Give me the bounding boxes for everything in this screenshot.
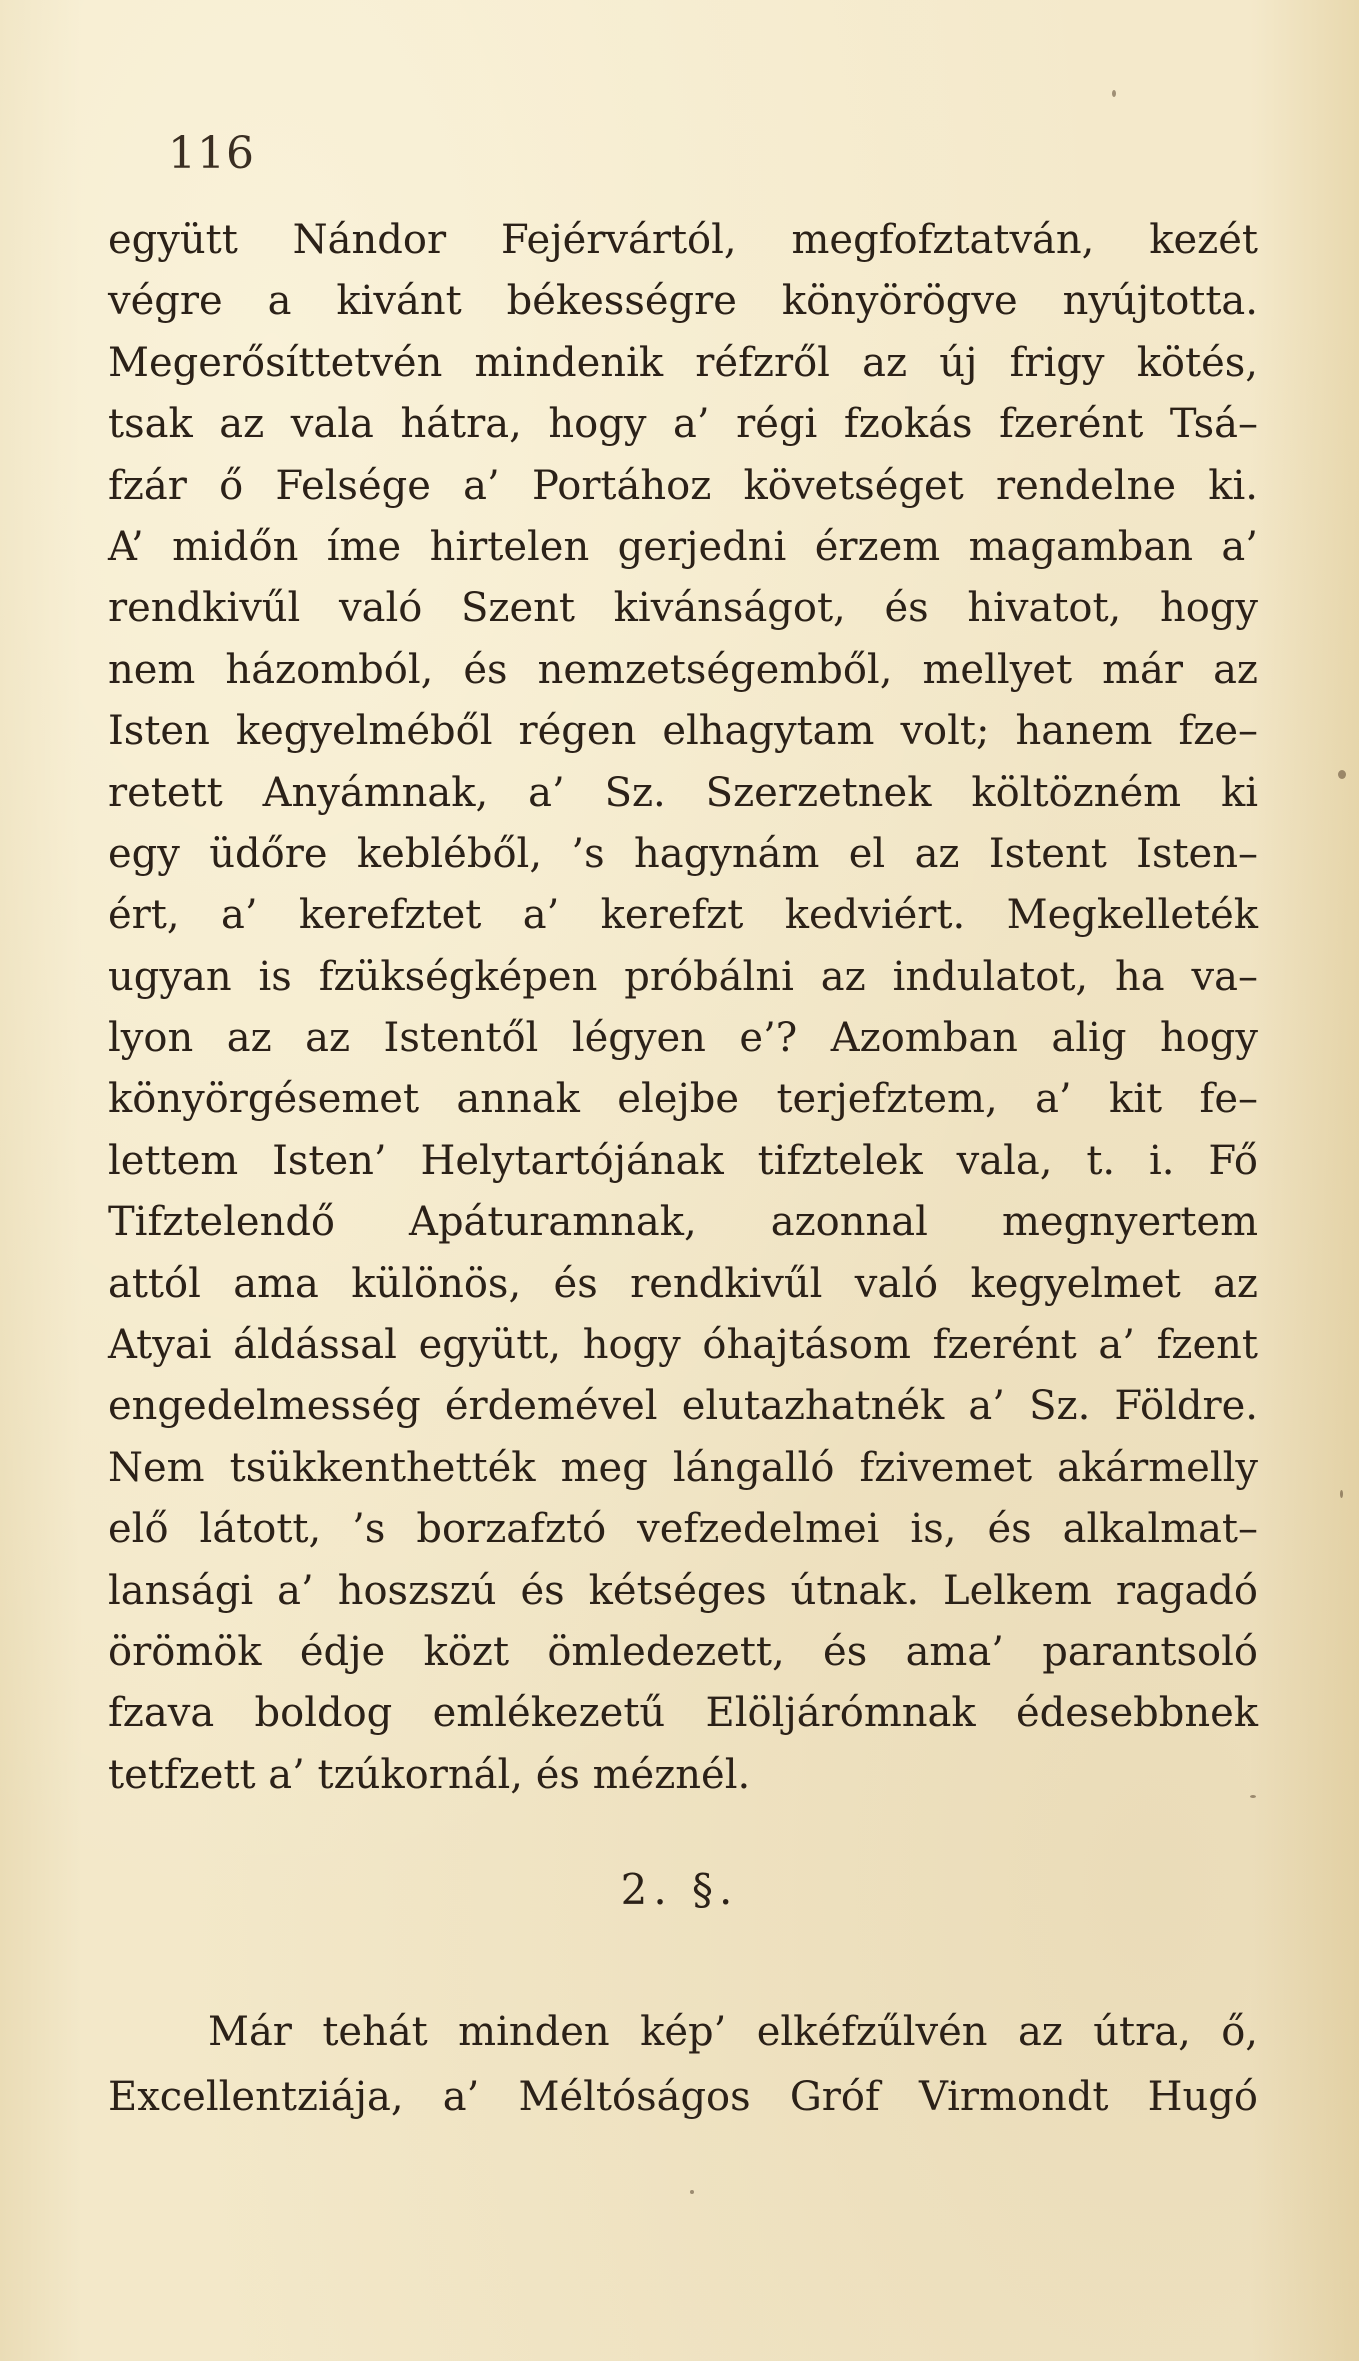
text-line: ugyan is fzükségképen próbálni az indulatot, ha va–: [108, 953, 1258, 1000]
text-line: lansági a’ hoszszú és kétséges útnak. Lelkem ragadó: [108, 1567, 1258, 1614]
text-line: attól ama különös, és rendkivűl való kegyelmet az: [108, 1260, 1258, 1307]
page-number: 116: [168, 128, 255, 179]
text-line: A’ midőn íme hirtelen gerjedni érzem magamban a’: [108, 523, 1258, 570]
text-line: Isten kegyelméből régen elhagytam volt; hanem fze–: [108, 708, 1258, 755]
paper-speck: [1338, 770, 1346, 779]
text-line: Tifztelendő Apáturamnak, azonnal megnyertem: [108, 1199, 1258, 1246]
text-line: egy üdőre kebléből, ’s hagynám el az Istent Isten–: [108, 830, 1258, 877]
text-line: ért, a’ kerefztet a’ kerefzt kedviért. Megkelleték: [108, 892, 1258, 939]
text-line: nem házomból, és nemzetségemből, mellyet már az: [108, 646, 1258, 693]
paragraph-one: [108, 210, 1258, 1806]
text-line: örömök édje közt ömledezett, és ama’ parantsoló: [108, 1628, 1258, 1675]
text-line: Excellentziája, a’ Méltóságos Gróf Virmondt Hugó: [108, 2074, 1258, 2120]
text-line: tsak az vala hátra, hogy a’ régi fzokás fzerént Tsá–: [108, 401, 1258, 448]
text-line: rendkivűl való Szent kivánságot, és hivatot, hogy: [108, 585, 1258, 632]
text-line: Megerősíttetvén mindenik réfzről az új frigy kötés,: [108, 339, 1258, 386]
text-line: fzava boldog emlékezetű Elöljárómnak édesebbnek: [108, 1690, 1258, 1737]
text-line: Már tehát minden kép’ elkéfzűlvén az útra, ő,: [208, 2009, 1258, 2055]
text-line: együtt Nándor Fejérvártól, megfofztatván, kezét: [108, 217, 1258, 263]
section-heading: 2. §.: [620, 1865, 739, 1914]
text-line: Nem tsükkenthették meg lángalló fzivemet akármelly: [108, 1444, 1258, 1491]
text-line: lyon az az Istentől légyen e’? Azomban alig hogy: [108, 1015, 1258, 1062]
text-line: fzár ő Felsége a’ Portához követséget rendelne ki.: [108, 462, 1258, 509]
paper-speck: [1340, 1490, 1343, 1498]
paper-speck: [690, 2190, 694, 2194]
text-line: tetfzett a’ tzúkornál, és méznél.: [108, 1751, 751, 1798]
text-line: Atyai áldással együtt, hogy óhajtásom fzerént a’ fzent: [108, 1322, 1258, 1369]
text-line: engedelmesség érdemével elutazhatnék a’ Sz. Földre.: [108, 1383, 1258, 1430]
text-line: végre a kivánt békességre könyörögve nyújtotta.: [108, 278, 1258, 325]
text-line: elő látott, ’s borzafztó vefzedelmei is, és alkalmat–: [108, 1506, 1258, 1553]
text-line: retett Anyámnak, a’ Sz. Szerzetnek költözném ki: [108, 769, 1258, 816]
text-line: lettem Isten’ Helytartójának tifztelek vala, t. i. Fő: [108, 1137, 1258, 1184]
paragraph-two: [108, 2000, 1258, 2130]
text-line: könyörgésemet annak elejbe terjefztem, a’ kit fe–: [108, 1076, 1258, 1123]
paper-speck: [1112, 90, 1116, 97]
